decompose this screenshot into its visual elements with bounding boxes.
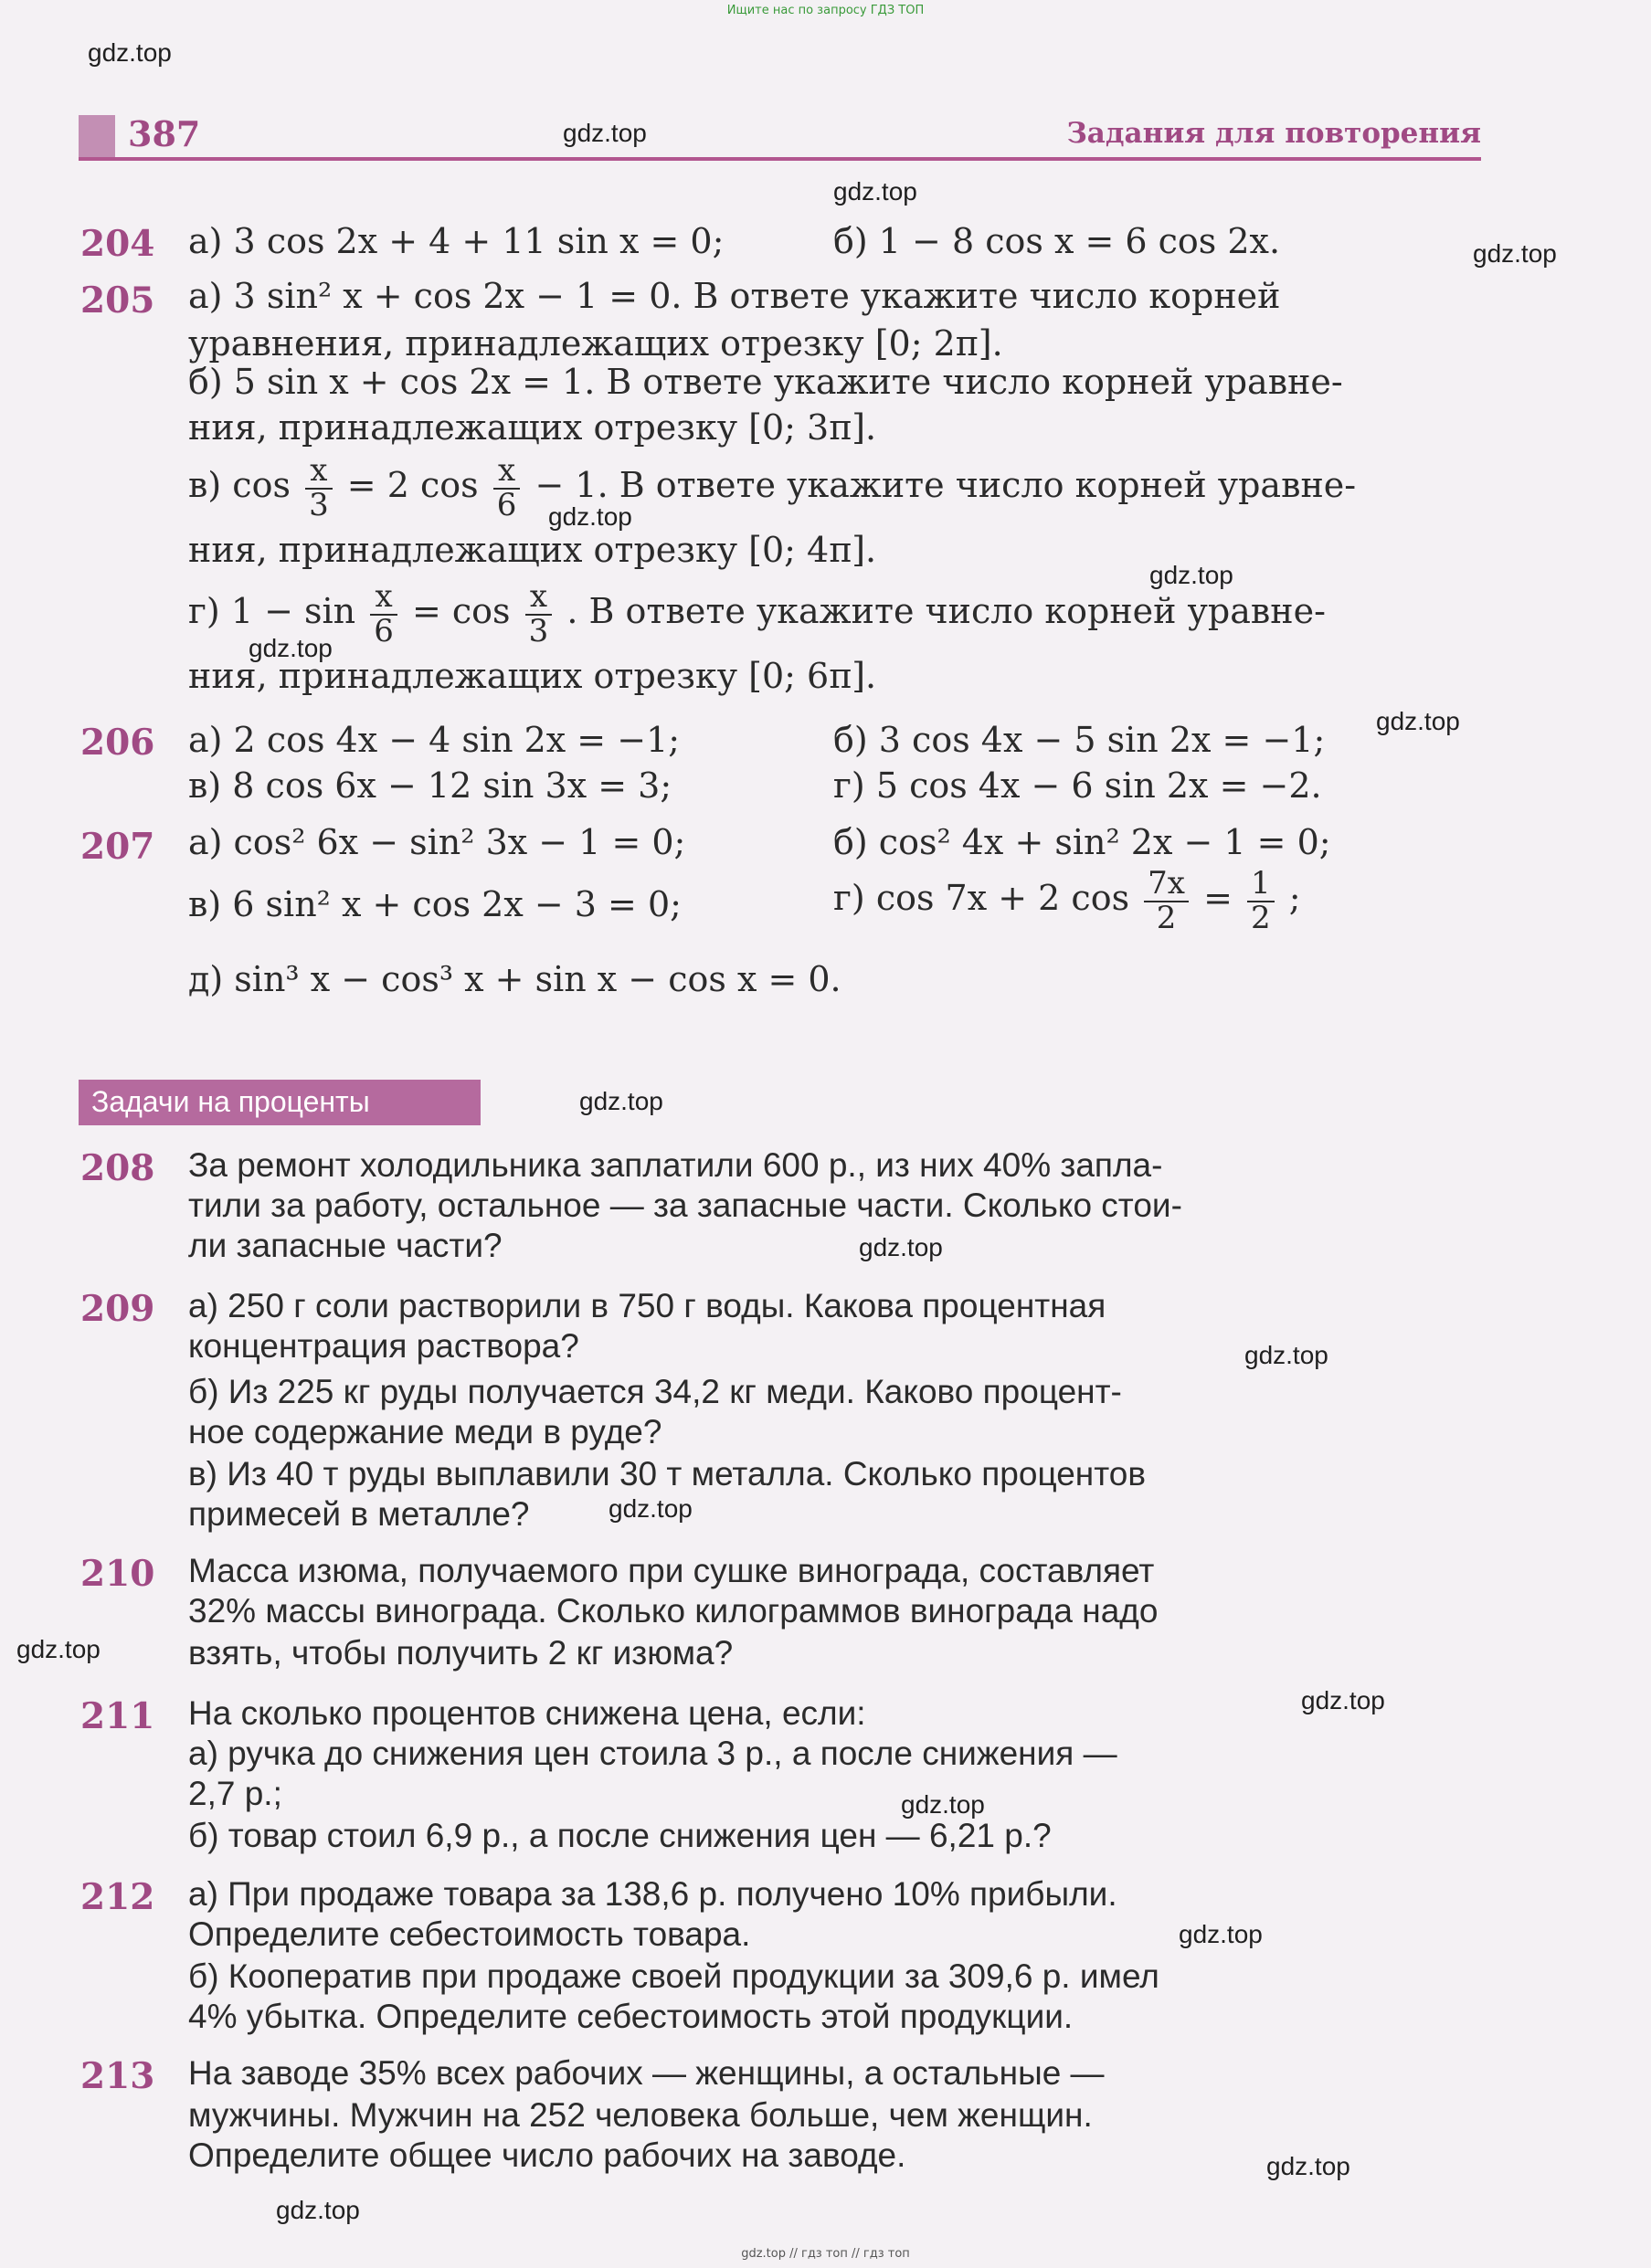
- problem-207-g-post: ;: [1288, 878, 1301, 919]
- watermark: gdz.top: [1376, 707, 1460, 735]
- watermark: gdz.top: [16, 1635, 101, 1663]
- problem-212-line3: б) Кооператив при продаже своей продукции за 309,6 р. имел: [188, 1957, 1159, 1995]
- problem-211-line1: На сколько процентов снижена цена, если:: [188, 1694, 866, 1732]
- problem-212-line2: Определите себестоимость товара.: [188, 1915, 751, 1953]
- problem-206-a: а) 2 cos 4x − 4 sin 2x = −1;: [188, 720, 681, 760]
- problem-209-line3: б) Из 225 кг руды получается 34,2 кг меди. Каково процент-: [188, 1373, 1122, 1410]
- problem-209-line1: а) 250 г соли растворили в 750 г воды. Какова процентная: [188, 1287, 1106, 1324]
- watermark: gdz.top: [1473, 239, 1557, 268]
- problem-number-205: 205: [80, 280, 155, 322]
- page-corner-marker: [79, 115, 115, 157]
- problem-204-b: б) 1 − 8 cos x = 6 cos 2x.: [833, 221, 1281, 261]
- problem-208-line1: За ремонт холодильника заплатили 600 р., из них 40% запла-: [188, 1146, 1163, 1184]
- watermark: gdz.top: [563, 119, 647, 147]
- problem-209-line2: концентрация раствора?: [188, 1327, 579, 1365]
- section-banner-title: Задачи на проценты: [91, 1085, 370, 1118]
- watermark: gdz.top: [859, 1233, 943, 1261]
- problem-209-line4: ное содержание меди в руде?: [188, 1413, 662, 1450]
- site-note-top: Ищите нас по запросу ГДЗ ТОП: [726, 4, 925, 17]
- problem-205-v-pre: в) cos: [188, 465, 291, 506]
- problem-211-line3: 2,7 р.;: [188, 1775, 282, 1812]
- problem-207-g: [833, 865, 1301, 936]
- header-rule: [79, 157, 1481, 161]
- problem-207-a: а) cos² 6x − sin² 3x − 1 = 0;: [188, 822, 686, 862]
- fraction-1-over-2: $\frac{1}{2}$: [1247, 868, 1275, 934]
- problem-number-212: 212: [80, 1876, 155, 1918]
- problem-208-line2: тили за работу, остальное — за запасные части. Сколько стои-: [188, 1187, 1182, 1224]
- problem-205-g-pre: г) 1 − sin: [188, 591, 356, 632]
- watermark: gdz.top: [88, 38, 172, 67]
- problem-205-g-line2: ния, принадлежащих отрезку [0; 6π].: [188, 656, 877, 696]
- problem-207-g-pre: г) cos 7x + 2 cos: [833, 878, 1130, 919]
- fraction-x-over-3: $\frac{x}{3}$: [305, 455, 333, 522]
- problem-210-line3: взять, чтобы получить 2 кг изюма?: [188, 1634, 734, 1672]
- problem-213-line1: На заводе 35% всех рабочих — женщины, а остальные —: [188, 2054, 1105, 2092]
- fraction-7x-over-2: $\frac{7x}{2}$: [1144, 868, 1189, 934]
- problem-number-208: 208: [80, 1147, 155, 1189]
- problem-207-g-mid: =: [1203, 878, 1233, 919]
- problem-208-line3: ли запасные части?: [188, 1227, 503, 1264]
- problem-205-b-line1: б) 5 sin x + cos 2x = 1. В ответе укажите число корней уравне-: [188, 362, 1343, 402]
- page-number: 387: [128, 113, 201, 154]
- problem-207-d: д) sin³ x − cos³ x + sin x − cos x = 0.: [188, 959, 841, 999]
- problem-205-b-line2: ния, принадлежащих отрезку [0; 3π].: [188, 407, 877, 448]
- watermark: gdz.top: [579, 1087, 663, 1115]
- problem-204-a: а) 3 cos 2x + 4 + 11 sin x = 0;: [188, 221, 725, 261]
- watermark: gdz.top: [249, 634, 333, 662]
- problem-212-line4: 4% убытка. Определите себестоимость этой продукции.: [188, 1998, 1074, 2035]
- problem-207-v: в) 6 sin² x + cos 2x − 3 = 0;: [188, 884, 682, 924]
- problem-206-b: б) 3 cos 4x − 5 sin 2x = −1;: [833, 720, 1326, 760]
- problem-211-line2: а) ручка до снижения цен стоила 3 р., а после снижения —: [188, 1735, 1117, 1772]
- problem-205-a-line1: а) 3 sin² x + cos 2x − 1 = 0. В ответе укажите число корней: [188, 276, 1281, 316]
- problem-205-v-line1: [188, 452, 1357, 523]
- watermark: gdz.top: [1266, 2152, 1350, 2180]
- site-note-bottom: gdz.top // гдз топ // гдз топ: [741, 2247, 910, 2261]
- watermark: gdz.top: [1149, 561, 1233, 589]
- problem-number-209: 209: [80, 1288, 155, 1330]
- problem-number-211: 211: [80, 1695, 155, 1737]
- problem-205-g-post: . В ответе укажите число корней уравне-: [566, 591, 1326, 632]
- problem-number-213: 213: [80, 2055, 155, 2097]
- watermark: gdz.top: [1179, 1920, 1263, 1948]
- problem-211-line4: б) товар стоил 6,9 р., а после снижения цен — 6,21 р.?: [188, 1817, 1052, 1854]
- fraction-x-over-6: $\frac{x}{6}$: [370, 581, 397, 648]
- problem-213-line2: мужчины. Мужчин на 252 человека больше, чем женщин.: [188, 2096, 1093, 2134]
- problem-205-a-line2: уравнения, принадлежащих отрезку [0; 2π].: [188, 323, 1003, 364]
- fraction-x-over-6: $\frac{x}{6}$: [493, 455, 521, 522]
- watermark: gdz.top: [901, 1790, 985, 1819]
- watermark: gdz.top: [548, 502, 632, 531]
- problem-number-207: 207: [80, 826, 155, 868]
- problem-212-line1: а) При продаже товара за 138,6 р. получено 10% прибыли.: [188, 1875, 1117, 1913]
- watermark: gdz.top: [1301, 1686, 1385, 1714]
- problem-206-v: в) 8 cos 6x − 12 sin 3x = 3;: [188, 765, 672, 806]
- problem-205-g-mid: = cos: [411, 591, 511, 632]
- problem-205-v-post: − 1. В ответе укажите число корней уравне-: [534, 465, 1357, 506]
- problem-205-v-mid: = 2 cos: [346, 465, 479, 506]
- watermark: gdz.top: [833, 177, 917, 206]
- problem-number-204: 204: [80, 223, 155, 265]
- problem-205-g-line1: [188, 578, 1326, 649]
- problem-210-line1: Масса изюма, получаемого при сушке винограда, составляет: [188, 1552, 1155, 1589]
- problem-213-line3: Определите общее число рабочих на заводе.: [188, 2136, 906, 2174]
- problem-209-line5: в) Из 40 т руды выплавили 30 т металла. Сколько процентов: [188, 1455, 1146, 1493]
- fraction-x-over-3: $\frac{x}{3}$: [525, 581, 553, 648]
- watermark: gdz.top: [1244, 1341, 1328, 1369]
- watermark: gdz.top: [276, 2196, 360, 2224]
- problem-206-g: г) 5 cos 4x − 6 sin 2x = −2.: [833, 765, 1322, 806]
- section-header-title: Задания для повторения: [1066, 117, 1481, 150]
- problem-209-line6: примесей в металле?: [188, 1495, 530, 1533]
- problem-number-206: 206: [80, 722, 155, 764]
- problem-210-line2: 32% массы винограда. Сколько килограммов винограда надо: [188, 1592, 1159, 1630]
- problem-205-v-line2: ния, принадлежащих отрезку [0; 4π].: [188, 530, 877, 570]
- problem-number-210: 210: [80, 1553, 155, 1595]
- problem-207-b: б) cos² 4x + sin² 2x − 1 = 0;: [833, 822, 1331, 862]
- watermark: gdz.top: [609, 1494, 693, 1523]
